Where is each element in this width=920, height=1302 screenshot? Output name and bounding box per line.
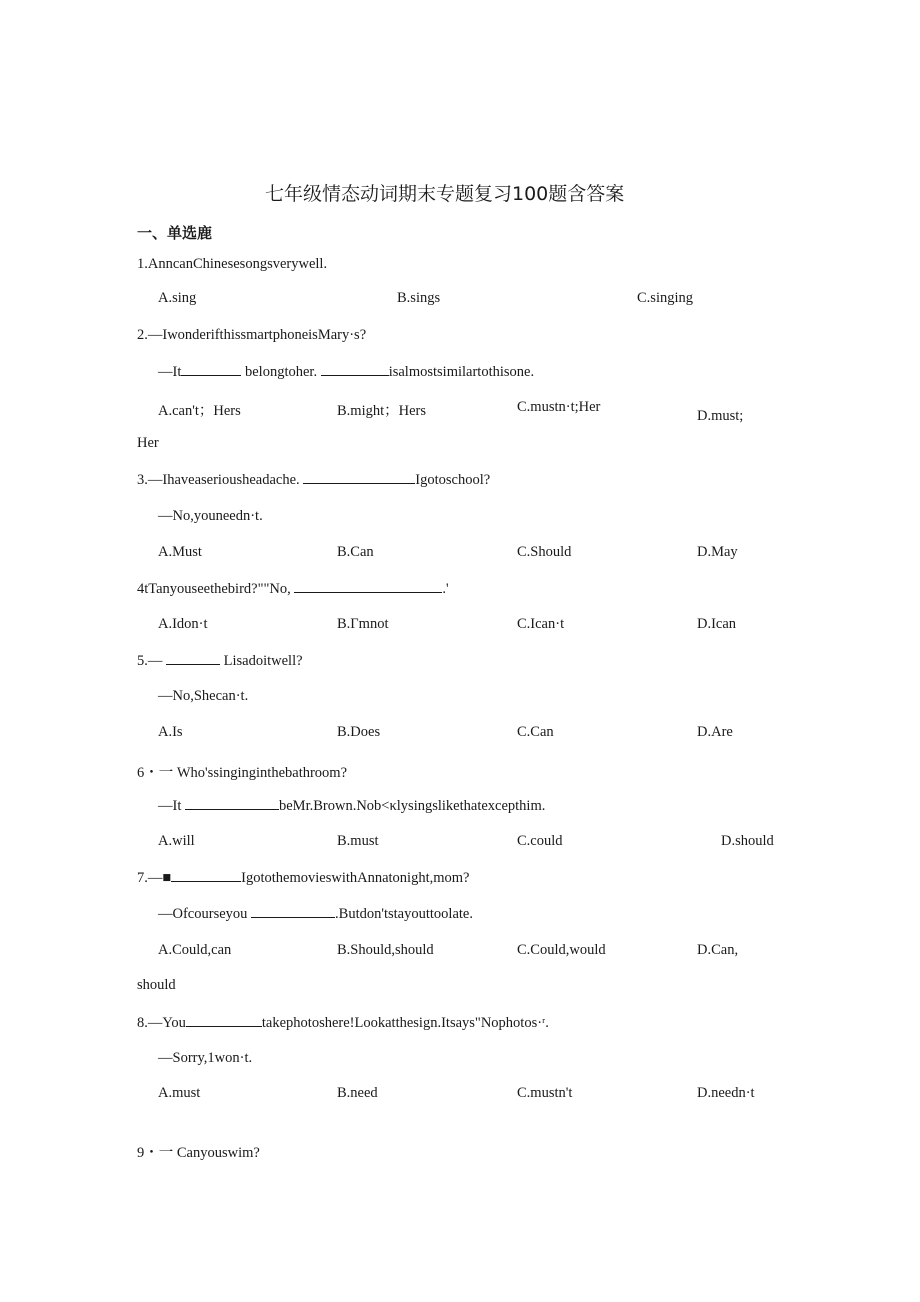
question-7-option-b: B.Should,should: [337, 942, 434, 958]
question-6-response: [158, 797, 545, 815]
answer-blank: [185, 797, 279, 810]
question-8-option-b: B.need: [337, 1085, 378, 1101]
question-8-answer: —Sorry,1won·t.: [158, 1050, 253, 1066]
question-2-option-d-wrap: Her: [137, 435, 159, 451]
question-7-option-d: D.Can,: [697, 942, 739, 958]
response-text-1: —Ofcourseyou: [158, 906, 248, 922]
question-2-option-b: B.might；Hers: [337, 403, 427, 419]
question-3-option-a: A.Must: [158, 544, 202, 560]
question-6-stem: 6・一 Who'ssinginginthebathroom?: [137, 765, 348, 781]
question-7-option-a: A.Could,can: [158, 942, 232, 958]
response-text-2: .Butdon'tstayouttoolate.: [335, 906, 473, 922]
section-heading: 一、单选鹿: [137, 224, 213, 242]
stem-text-1: 8.—You: [137, 1015, 186, 1031]
question-7-option-d-wrap: should: [137, 977, 176, 993]
question-1-stem: 1.AnncanChinesesongsverywell.: [137, 256, 328, 272]
question-8-option-a: A.must: [158, 1085, 201, 1101]
answer-blank: [181, 363, 241, 376]
question-7-stem: [137, 869, 470, 887]
question-2-response: [158, 363, 534, 381]
question-3-option-c: C.Should: [517, 544, 572, 560]
question-6-option-c: C.could: [517, 833, 563, 849]
stem-text-2: Igotoschool?: [415, 472, 491, 488]
question-5-stem: [137, 652, 303, 670]
question-2-stem: 2.—IwonderifthissmartphoneisMary·s?: [137, 327, 367, 343]
question-5-option-b: B.Does: [337, 724, 381, 740]
answer-blank: [186, 1014, 262, 1027]
question-2-option-c: C.mustn·t;Her: [517, 399, 601, 415]
response-text-1: —It: [158, 364, 182, 380]
question-7-option-c: C.Could,would: [517, 942, 606, 958]
response-text-2: beMr.Brown.Nob<κlysingslikethatexcepthim.: [278, 798, 546, 814]
answer-blank: [321, 363, 389, 376]
response-text-2: belongtoher.: [244, 364, 318, 380]
question-1-option-a: A.sing: [158, 290, 197, 306]
question-3-stem: [137, 471, 490, 489]
question-9-stem: 9・一 Canyouswim?: [137, 1145, 260, 1161]
question-3-option-b: B.Can: [337, 544, 374, 560]
stem-text-1: 3.—Ihaveaseriousheadache.: [137, 472, 300, 488]
question-6-option-d: D.should: [721, 833, 774, 849]
page-title: 七年级情态动词期末专题复习100题含答案: [265, 183, 625, 205]
stem-text-2: takephotoshere!Lookatthesign.Itsays"Nophotos·ʳ.: [261, 1015, 549, 1031]
question-1-option-b: B.sings: [397, 290, 441, 306]
question-6-option-a: A.will: [158, 833, 195, 849]
question-6-option-b: B.must: [337, 833, 379, 849]
question-4-stem: [137, 580, 449, 598]
answer-blank: [166, 652, 220, 665]
question-4-option-a: A.Idon·t: [158, 616, 208, 632]
answer-blank: [294, 580, 442, 593]
question-5-option-c: C.Can: [517, 724, 554, 740]
question-5-answer: —No,Shecan·t.: [158, 688, 249, 704]
answer-blank: [251, 905, 335, 918]
question-5-option-d: D.Are: [697, 724, 733, 740]
stem-text-2: IgotothemovieswithAnnatonight,mom?: [241, 870, 470, 886]
question-2-option-d: D.must;: [697, 408, 744, 424]
question-4-option-d: D.Ican: [697, 616, 737, 632]
stem-text-1: 7.—■: [137, 870, 172, 886]
question-4-option-c: C.Ican·t: [517, 616, 565, 632]
question-1-option-c: C.singing: [637, 290, 693, 306]
question-5-option-a: A.Is: [158, 724, 183, 740]
answer-blank: [171, 869, 241, 882]
stem-text-2: Lisadoitwell?: [223, 653, 303, 669]
question-8-option-c: C.mustn't: [517, 1085, 573, 1101]
question-4-option-b: B.Γmnot: [337, 616, 389, 632]
question-8-option-d: D.needn·t: [697, 1085, 755, 1101]
question-8-stem: [137, 1014, 549, 1032]
question-2-option-a: A.can't；Hers: [158, 403, 241, 419]
question-3-option-d: D.May: [697, 544, 738, 560]
question-7-response: [158, 905, 473, 923]
stem-text-2: .': [442, 581, 449, 597]
question-3-answer: —No,youneedn·t.: [158, 508, 263, 524]
response-text-3: isalmostsimilartothisone.: [388, 364, 535, 380]
stem-text-1: 5.—: [137, 653, 163, 669]
response-text-1: —It: [158, 798, 182, 814]
answer-blank: [303, 471, 415, 484]
stem-text-1: 4tTanyouseethebird?""No,: [137, 581, 291, 597]
